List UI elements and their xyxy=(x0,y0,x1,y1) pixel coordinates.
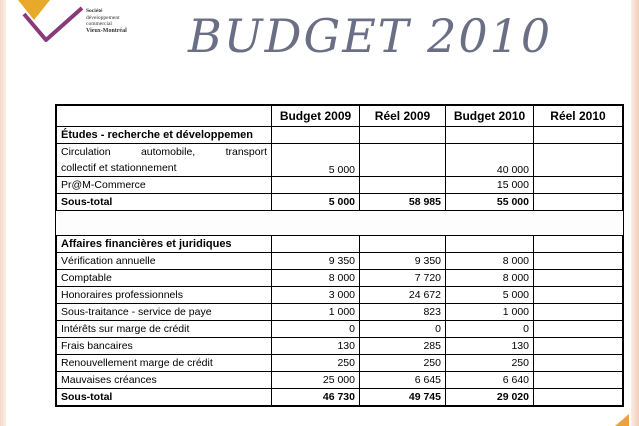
cell-budget-2009: 0 xyxy=(272,321,360,338)
section-title: Études - recherche et développemen xyxy=(57,127,272,144)
header-row xyxy=(57,106,623,127)
cell-budget-2010: 55 000 xyxy=(446,194,534,211)
cell-budget-2009: 8 000 xyxy=(272,270,360,287)
cell-reel-2009: 285 xyxy=(360,338,446,355)
cell-reel-2010 xyxy=(534,177,623,194)
cell-reel-2010 xyxy=(534,389,623,406)
cell-budget-2010: 8 000 xyxy=(446,270,534,287)
subtotal-row xyxy=(57,389,623,406)
cell-reel-2010 xyxy=(534,253,623,270)
cell-reel-2010 xyxy=(534,144,623,177)
cell-budget-2009: 130 xyxy=(272,338,360,355)
row-label: Honoraires professionnels xyxy=(57,287,272,304)
cell-reel-2009: 58 985 xyxy=(360,194,446,211)
cell-reel-2009 xyxy=(360,177,446,194)
cell-reel-2009 xyxy=(360,144,446,177)
left-decorative-stripe xyxy=(0,0,6,426)
table-row xyxy=(57,287,623,304)
cell-reel-2009: 6 645 xyxy=(360,372,446,389)
cell-budget-2010: 0 xyxy=(446,321,534,338)
cell-reel-2009: 49 745 xyxy=(360,389,446,406)
cell-reel-2009: 0 xyxy=(360,321,446,338)
cell-reel-2010 xyxy=(534,287,623,304)
cell-reel-2009: 24 672 xyxy=(360,287,446,304)
row-label: Sous-total xyxy=(57,389,272,406)
cell-reel-2010 xyxy=(534,304,623,321)
section-header-row xyxy=(57,127,623,144)
table-row xyxy=(57,270,623,287)
cell-budget-2009: 3 000 xyxy=(272,287,360,304)
row-label: Sous-traitance - service de paye xyxy=(57,304,272,321)
cell-budget-2009: 250 xyxy=(272,355,360,372)
cell-budget-2010: 130 xyxy=(446,338,534,355)
cell-reel-2010 xyxy=(534,270,623,287)
cell-reel-2009: 9 350 xyxy=(360,253,446,270)
row-label: Comptable xyxy=(57,270,272,287)
subtotal-row xyxy=(57,194,623,211)
sdc-logo-icon xyxy=(16,0,86,42)
section-gap xyxy=(57,211,623,236)
header-reel-2010: Réel 2010 xyxy=(534,106,623,127)
logo-line: Vieux-Montréal xyxy=(86,27,127,34)
header-cell-label xyxy=(57,106,272,127)
cell-reel-2009: 250 xyxy=(360,355,446,372)
table-row xyxy=(57,372,623,389)
cell-budget-2009: 9 350 xyxy=(272,253,360,270)
cell-budget-2010: 8 000 xyxy=(446,253,534,270)
budget-table-frame xyxy=(55,104,624,407)
cell-reel-2010 xyxy=(534,372,623,389)
table-row xyxy=(57,177,623,194)
budget-table xyxy=(56,105,623,406)
cell-budget-2009: 5 000 xyxy=(272,194,360,211)
cell-budget-2009 xyxy=(272,177,360,194)
cell-reel-2009: 7 720 xyxy=(360,270,446,287)
cell-budget-2009: 25 000 xyxy=(272,372,360,389)
label-word: transport xyxy=(225,146,267,158)
table-row xyxy=(57,144,623,177)
cell-budget-2010: 29 020 xyxy=(446,389,534,406)
cell-reel-2010 xyxy=(534,338,623,355)
cell-reel-2010 xyxy=(534,194,623,211)
logo-line: développement xyxy=(86,14,120,21)
corner-decoration xyxy=(615,414,629,426)
row-label: Renouvellement marge de crédit xyxy=(57,355,272,372)
cell-reel-2010 xyxy=(534,321,623,338)
row-label xyxy=(57,144,272,177)
header-budget-2009: Budget 2009 xyxy=(272,106,360,127)
row-label: Intérêts sur marge de crédit xyxy=(57,321,272,338)
table-row xyxy=(57,355,623,372)
cell-budget-2010: 40 000 xyxy=(446,144,534,177)
cell-budget-2009: 1 000 xyxy=(272,304,360,321)
table-row xyxy=(57,321,623,338)
cell-reel-2010 xyxy=(534,355,623,372)
slide-title: BUDGET 2010 xyxy=(188,9,553,63)
row-label: Vérification annuelle xyxy=(57,253,272,270)
label-word: automobile, xyxy=(140,146,196,158)
table-row xyxy=(57,304,623,321)
header-reel-2009: Réel 2009 xyxy=(360,106,446,127)
row-label: Frais bancaires xyxy=(57,338,272,355)
table-row xyxy=(57,253,623,270)
logo-line: commercial xyxy=(86,21,112,27)
cell-budget-2010: 5 000 xyxy=(446,287,534,304)
row-label: Mauvaises créances xyxy=(57,372,272,389)
label-line: collectif et stationnement xyxy=(61,162,177,174)
cell-budget-2010: 250 xyxy=(446,355,534,372)
row-label: Sous-total xyxy=(57,194,272,211)
cell-reel-2009: 823 xyxy=(360,304,446,321)
row-label: Pr@M-Commerce xyxy=(57,177,272,194)
header-budget-2010: Budget 2010 xyxy=(446,106,534,127)
cell-budget-2010: 1 000 xyxy=(446,304,534,321)
cell-budget-2010: 6 640 xyxy=(446,372,534,389)
cell-budget-2009: 46 730 xyxy=(272,389,360,406)
label-word: Circulation xyxy=(61,146,111,158)
section-header-row xyxy=(57,236,623,253)
table-row xyxy=(57,338,623,355)
logo-text xyxy=(86,8,148,34)
section-title: Affaires financières et juridiques xyxy=(57,236,272,253)
cell-budget-2009: 5 000 xyxy=(272,144,360,177)
right-decorative-stripe xyxy=(631,0,639,426)
cell-budget-2010: 15 000 xyxy=(446,177,534,194)
logo-line: Société xyxy=(86,8,103,14)
